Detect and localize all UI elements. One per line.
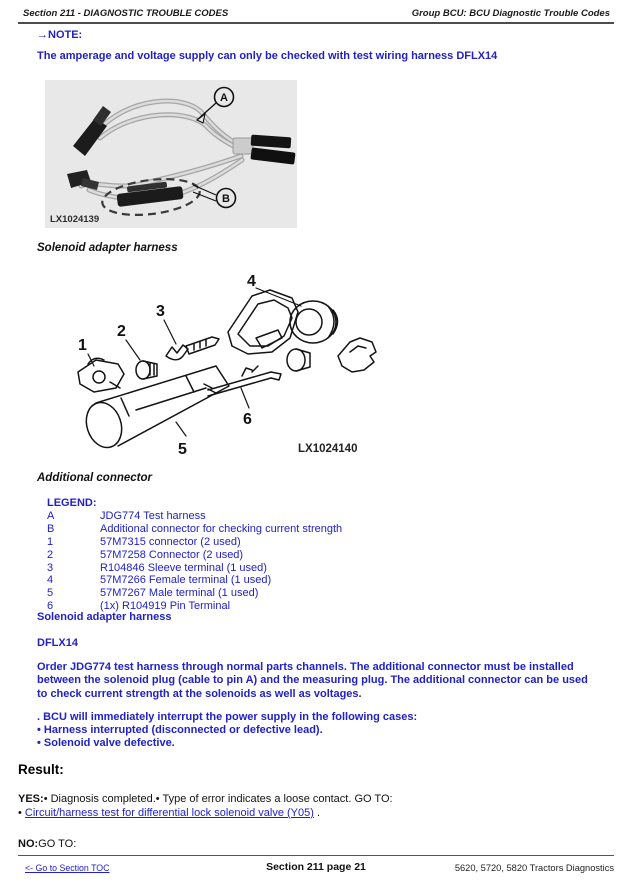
legend-desc: 57M7258 Connector (2 used)	[100, 548, 244, 561]
cases-intro: . BCU will immediately interrupt the power supply in the following cases:	[37, 711, 418, 723]
diagram-title: Additional connector	[37, 472, 152, 484]
no-line	[18, 838, 76, 850]
header-divider	[18, 22, 614, 24]
legend-key: 6	[47, 600, 54, 613]
yes-line	[18, 793, 393, 805]
part-5-cylinder-body	[81, 366, 229, 452]
harness-photo-figure	[45, 80, 297, 228]
note-label: →NOTE:	[37, 29, 83, 41]
header-section-title: Section 211 - DIAGNOSTIC TROUBLE CODES	[23, 8, 229, 19]
diagram-number-1: 1	[78, 337, 87, 354]
legend-desc: JDG774 Test harness	[100, 509, 206, 522]
legend-block	[47, 497, 342, 613]
legend-desc: R104846 Sleeve terminal (1 used)	[100, 561, 267, 574]
note-text: The amperage and voltage supply can only be checked with test wiring harness DFLX14	[37, 50, 498, 62]
part-2-connector	[136, 361, 157, 379]
legend-row-3	[47, 562, 342, 575]
footer-model-info: 5620, 5720, 5820 Tractors Diagnostics	[454, 863, 614, 873]
right-clip-part	[338, 338, 376, 372]
legend-key: A	[47, 509, 55, 522]
footer-page-number: Section 211 page 21	[266, 861, 366, 873]
legend-row-b	[47, 523, 342, 536]
bcu-cases-block	[37, 711, 599, 751]
no-text: GO TO:	[38, 838, 77, 850]
diagram-number-4: 4	[247, 273, 256, 290]
legend-key: 2	[47, 548, 54, 561]
legend-row-1	[47, 536, 342, 549]
legend-desc: (1x) R104919 Pin Terminal	[100, 600, 231, 613]
circuit-harness-test-link[interactable]: Circuit/harness test for differential lock solenoid valve (Y05)	[24, 807, 314, 819]
legend-key: 1	[47, 535, 54, 548]
legend-subheading: Solenoid adapter harness	[37, 611, 172, 623]
legend-row-5	[47, 587, 342, 600]
harness-photo-illustration	[45, 80, 297, 228]
dflx14-heading: DFLX14	[37, 637, 78, 649]
yes-label: YES:	[18, 793, 44, 805]
order-paragraph: Order JDG774 test harness through normal parts channels. The additional connector must be installed between the solenoid plug (cable to pin A) and the measuring plug. The additional connector can be used to check current strength at the solenoids as well as voltages.	[37, 661, 588, 700]
link-suffix: .	[313, 807, 321, 819]
exploded-diagram-figure	[64, 260, 380, 468]
photo-title: Solenoid adapter harness	[37, 242, 178, 254]
legend-desc: Additional connector for checking current strength	[100, 522, 343, 535]
diagram-number-5: 5	[178, 441, 187, 458]
callout-a	[197, 88, 234, 124]
diagram-caption: LX1024140	[298, 443, 358, 455]
yes-text: • Diagnosis completed.• Type of error indicates a loose contact. GO TO:	[43, 793, 393, 805]
diagram-number-2: 2	[117, 323, 126, 340]
no-label: NO:	[18, 838, 39, 850]
part-4-housing-and-cap	[228, 290, 338, 354]
leader-lines	[88, 288, 301, 436]
callout-b-label: B	[222, 193, 230, 205]
legend-row-2	[47, 549, 342, 562]
legend-key: 4	[47, 574, 54, 587]
link-bullet: •	[18, 807, 25, 819]
footer	[18, 861, 614, 877]
exploded-diagram-illustration	[64, 260, 380, 468]
legend-key: 5	[47, 587, 54, 600]
case-bullet-harness: • Harness interrupted (disconnected or defective lead).	[37, 724, 323, 737]
legend-desc: 57M7267 Male terminal (1 used)	[100, 587, 259, 600]
result-heading: Result:	[18, 762, 64, 777]
photo-caption: LX1024139	[50, 214, 100, 225]
footer-divider	[18, 855, 614, 856]
go-to-section-toc-link[interactable]: <- Go to Section TOC	[25, 863, 110, 873]
legend-key: 3	[47, 561, 54, 574]
diagram-number-6: 6	[243, 411, 252, 428]
legend-row-4	[47, 574, 342, 587]
yes-goto-line	[18, 807, 320, 819]
callout-a-label: A	[220, 92, 228, 104]
legend-row-a	[47, 510, 342, 523]
legend-heading: LEGEND:	[47, 497, 97, 509]
case-bullet-solenoid: • Solenoid valve defective.	[37, 737, 175, 750]
legend-desc: 57M7315 connector (2 used)	[100, 535, 241, 548]
part-1-housing	[78, 358, 124, 392]
legend-desc: 57M7266 Female terminal (1 used)	[100, 574, 272, 587]
legend-key: B	[47, 522, 55, 535]
header-group-title: Group BCU: BCU Diagnostic Trouble Codes	[411, 8, 610, 19]
diagram-number-3: 3	[156, 303, 165, 320]
